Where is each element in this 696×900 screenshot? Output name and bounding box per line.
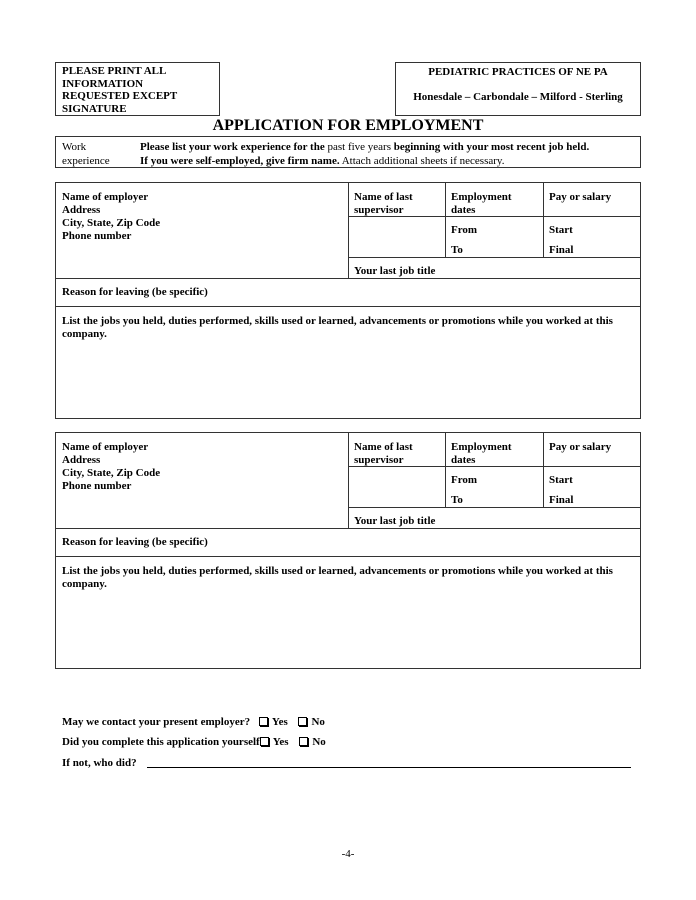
supervisor-field[interactable] — [354, 441, 413, 467]
supervisor-field[interactable] — [354, 191, 413, 217]
org-locations: Honesdale – Carbondale – Milford - Sterling — [413, 91, 623, 103]
instr1-bold-b: beginning with your most recent job held. — [393, 141, 590, 153]
employer-name-field[interactable] — [62, 441, 160, 493]
yes-label: Yes — [271, 716, 288, 728]
org-name: PEDIATRIC PRACTICES OF NE PA — [428, 66, 608, 78]
notice-line: INFORMATION — [62, 77, 144, 90]
notice-line: REQUESTED EXCEPT — [62, 90, 178, 102]
reason-field[interactable]: Reason for leaving (be specific) — [62, 286, 208, 298]
dates-label: dates — [451, 204, 476, 216]
supervisor-label: Name of last — [354, 191, 413, 203]
no-label: No — [312, 736, 326, 748]
employer-label: Name of employer — [62, 191, 149, 203]
phone-label: Phone number — [62, 230, 132, 242]
completed-yes-checkbox[interactable] — [260, 737, 269, 746]
instr2-normal: Attach additional sheets if necessary. — [339, 155, 505, 167]
from-field[interactable]: From — [451, 474, 478, 486]
org-box — [395, 62, 641, 116]
dates-label: Employment — [451, 441, 512, 453]
contact-no-checkbox[interactable] — [298, 717, 307, 726]
contact-yes-checkbox[interactable] — [259, 717, 268, 726]
notice-line: SIGNATURE — [62, 102, 127, 115]
work-label-2: experience — [62, 155, 110, 167]
from-field[interactable]: From — [451, 224, 478, 236]
yes-label: Yes — [272, 736, 289, 748]
start-pay-field[interactable]: Start — [549, 474, 573, 486]
phone-label: Phone number — [62, 480, 132, 492]
no-label: No — [311, 716, 325, 728]
instr2-bold: If you were self-employed, give firm name. — [140, 155, 340, 167]
employer-block-1 — [55, 182, 641, 419]
supervisor-label: supervisor — [354, 454, 404, 466]
instr1-normal: past five years — [324, 141, 394, 153]
page-title: APPLICATION FOR EMPLOYMENT — [212, 117, 484, 134]
completed-yourself-question — [62, 736, 326, 749]
dates-header — [451, 441, 512, 467]
supervisor-label: Name of last — [354, 441, 413, 453]
final-pay-field[interactable]: Final — [549, 494, 574, 506]
employer-block-2 — [55, 432, 641, 669]
dates-header — [451, 191, 512, 217]
completed-no-checkbox[interactable] — [299, 737, 308, 746]
instr1-bold-a: Please list your work experience for the — [140, 141, 325, 153]
city-label: City, State, Zip Code — [62, 467, 161, 479]
pay-label: Pay or salary — [549, 441, 612, 453]
duties-field[interactable]: List the jobs you held, duties performed, skills used or learned, advancements or promotions while you worked at this company. — [62, 565, 613, 590]
city-label: City, State, Zip Code — [62, 217, 161, 229]
employer-label: Name of employer — [62, 441, 149, 453]
to-field[interactable]: To — [451, 244, 463, 256]
employer-name-field[interactable] — [62, 191, 160, 243]
contact-question-text: May we contact your present employer? — [62, 716, 251, 728]
job-title-field[interactable]: Your last job title — [354, 515, 436, 527]
print-notice-box — [55, 62, 220, 116]
work-label-1: Work — [62, 141, 87, 153]
duties-field[interactable]: List the jobs you held, duties performed, skills used or learned, advancements or promotions while you worked at this company. — [62, 315, 613, 340]
to-field[interactable]: To — [451, 494, 463, 506]
who-did-input-line[interactable] — [147, 767, 631, 768]
supervisor-label: supervisor — [354, 204, 404, 216]
page-number: -4- — [341, 848, 355, 860]
address-label: Address — [62, 454, 101, 466]
dates-label: Employment — [451, 191, 512, 203]
completed-question-text: Did you complete this application yourself — [62, 736, 260, 748]
work-experience-box — [55, 136, 641, 168]
contact-employer-question — [62, 716, 325, 729]
dates-label: dates — [451, 454, 476, 466]
job-title-field[interactable]: Your last job title — [354, 265, 436, 277]
reason-field[interactable]: Reason for leaving (be specific) — [62, 536, 208, 548]
address-label: Address — [62, 204, 101, 216]
final-pay-field[interactable]: Final — [549, 244, 574, 256]
start-pay-field[interactable]: Start — [549, 224, 573, 236]
pay-label: Pay or salary — [549, 191, 612, 203]
notice-line: PLEASE PRINT ALL — [62, 65, 167, 77]
if-not-label: If not, who did? — [62, 757, 137, 769]
